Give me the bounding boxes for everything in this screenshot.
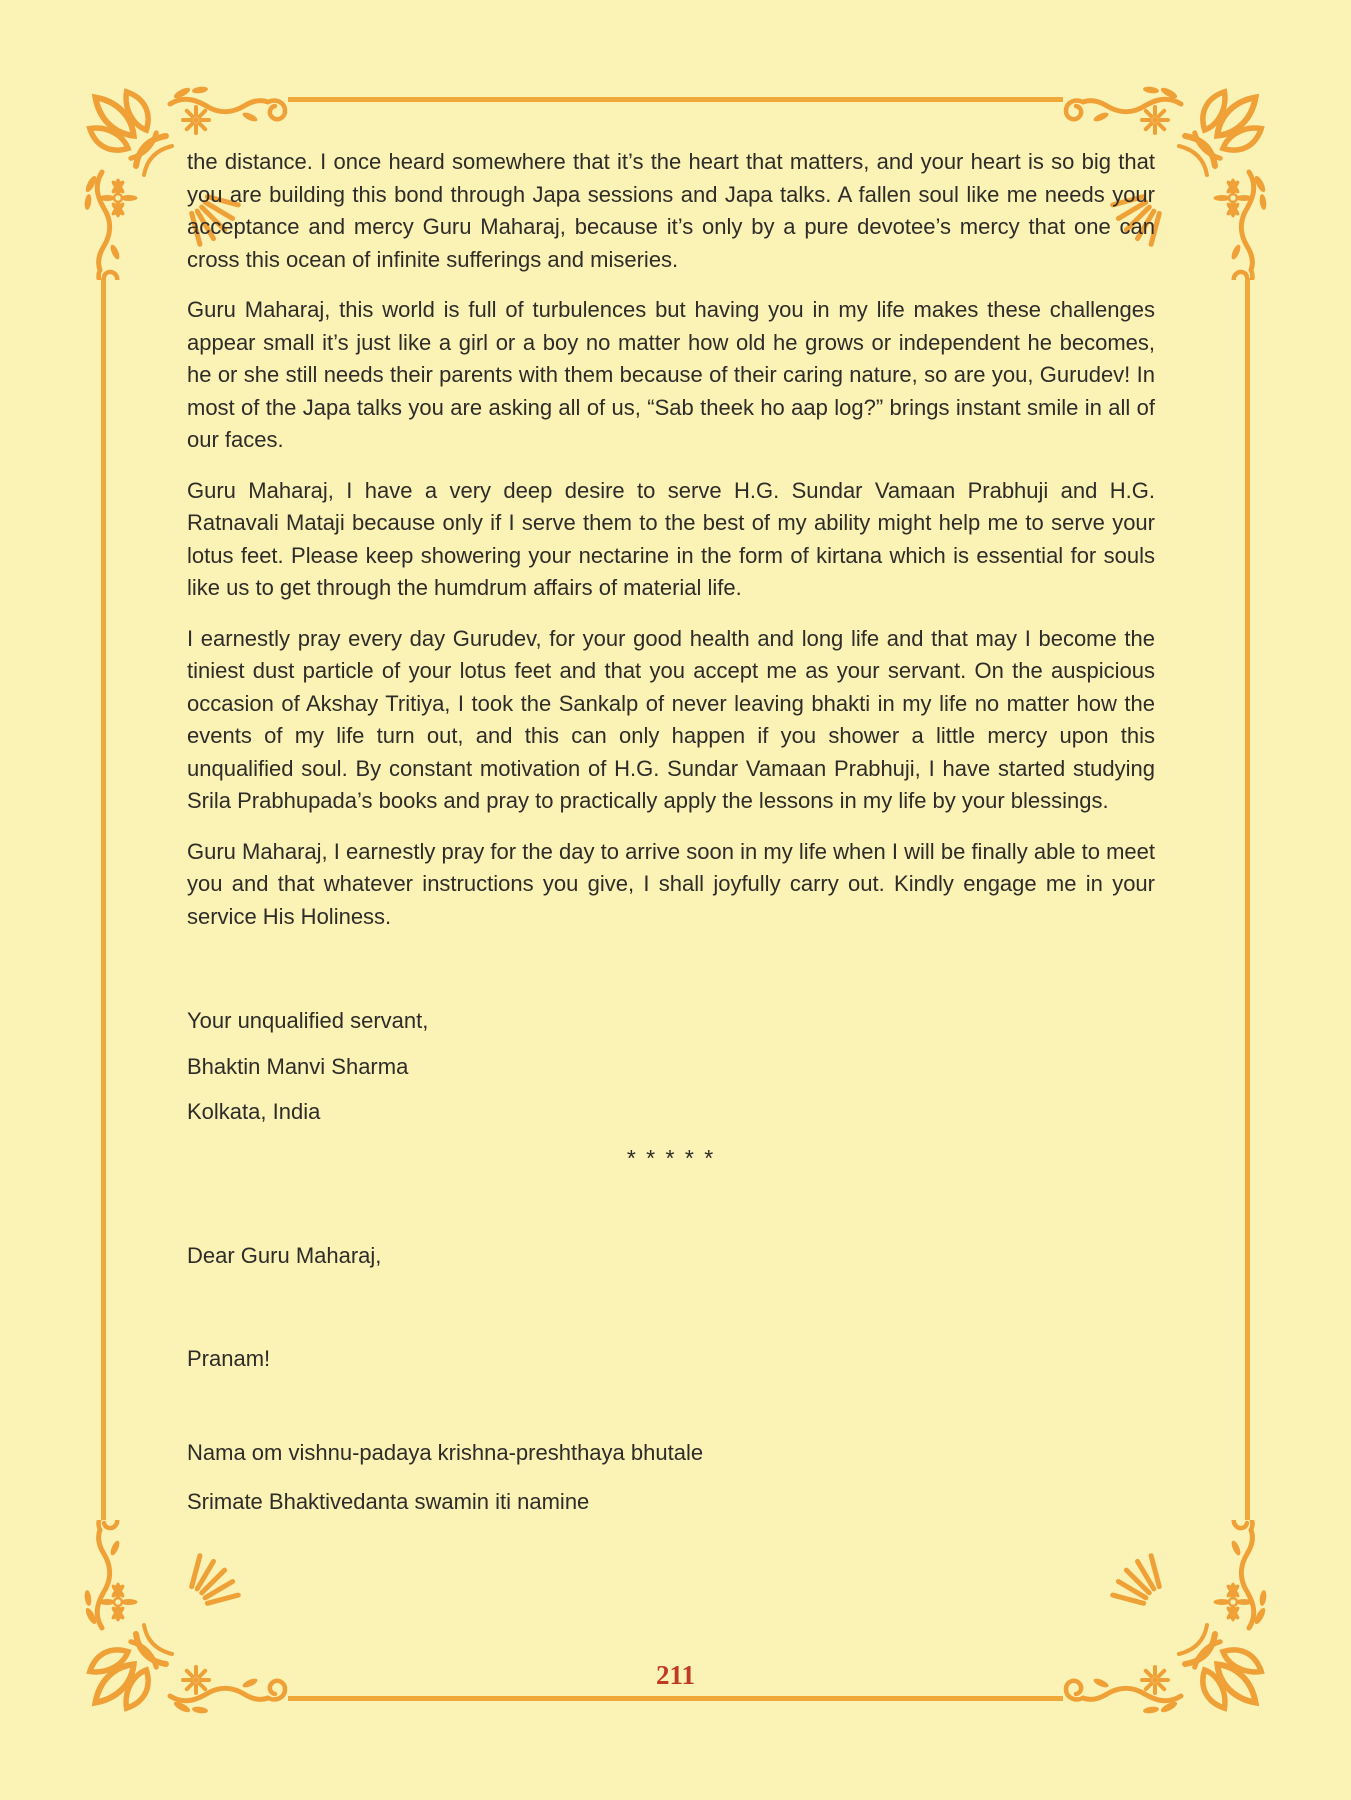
letter-salutation: Dear Guru Maharaj,: [187, 1243, 382, 1268]
signature-closing: Your unqualified servant,: [187, 1008, 429, 1033]
frame-left-line: [101, 278, 106, 1520]
letter-content: [187, 146, 1155, 1518]
letter-paragraph: Guru Maharaj, I have a very deep desire to serve H.G. Sundar Vamaan Prabhuji and H.G. Ratnavali Mataji because only if I serve them to the best of my ability might help me to serve your lotus feet. Please keep showering your nectarine in the form of kirtana which is essential for souls like us to get through the humdrum affairs of material life.: [187, 477, 1155, 600]
letter-paragraph: Guru Maharaj, I earnestly pray for the day to arrive soon in my life when I will be finally able to meet you and that whatever instructions you give, I shall joyfully carry out. Kindly engage me in your service His Holiness.: [187, 838, 1155, 929]
signature-block: [187, 1005, 1155, 1129]
letter-paragraph: I earnestly pray every day Gurudev, for your good health and long life and that may I become the tiniest dust particle of your lotus feet and that you accept me as your servant. On the auspicious occasion of Akshay Tritiya, I took the Sankalp of never leaving bhakti in my life no matter how the events of my life turn out, and this can only happen if you shower a little mercy upon this unqualified soul. By constant motivation of H.G. Sundar Vamaan Prabhuji, I have started studying Srila Prabhupada’s books and pray to practically apply the lessons in my life by your blessings.: [187, 625, 1155, 813]
frame-right-line: [1245, 278, 1250, 1520]
mantra-line: Srimate Bhaktivedanta swamin iti namine: [187, 1488, 590, 1514]
asterisk-separator: * * * * *: [626, 1144, 716, 1171]
frame-bottom-line: [288, 1696, 1063, 1701]
signature-name: Bhaktin Manvi Sharma: [187, 1053, 409, 1079]
signature-place: Kolkata, India: [187, 1099, 321, 1124]
mantra-line: Nama om vishnu-padaya krishna-preshthaya bhutale: [187, 1440, 704, 1465]
letter-paragraph: Guru Maharaj, this world is full of turbulences but having you in my life makes these challenges appear small it’s just like a girl or a boy no matter how old he grows or independent he becomes, he or she still needs their parents with them because of their caring nature, so are you, Gurudev! In most of the Japa talks you are asking all of us, “Sab theek ho aap log?” brings instant smile in all of our faces.: [187, 297, 1155, 452]
page-number: 211: [655, 1660, 695, 1690]
frame-top-line: [288, 97, 1063, 102]
letter-paragraph: the distance. I once heard somewhere that it’s the heart that matters, and your heart is so big that you are building this bond through Japa sessions and Japa talks. A fallen soul like me needs your acceptance and mercy Guru Maharaj, because it’s only by a pure devotee’s mercy that one can cross this ocean of infinite sufferings and miseries.: [187, 149, 1155, 272]
letter-greeting: Pranam!: [187, 1345, 271, 1371]
